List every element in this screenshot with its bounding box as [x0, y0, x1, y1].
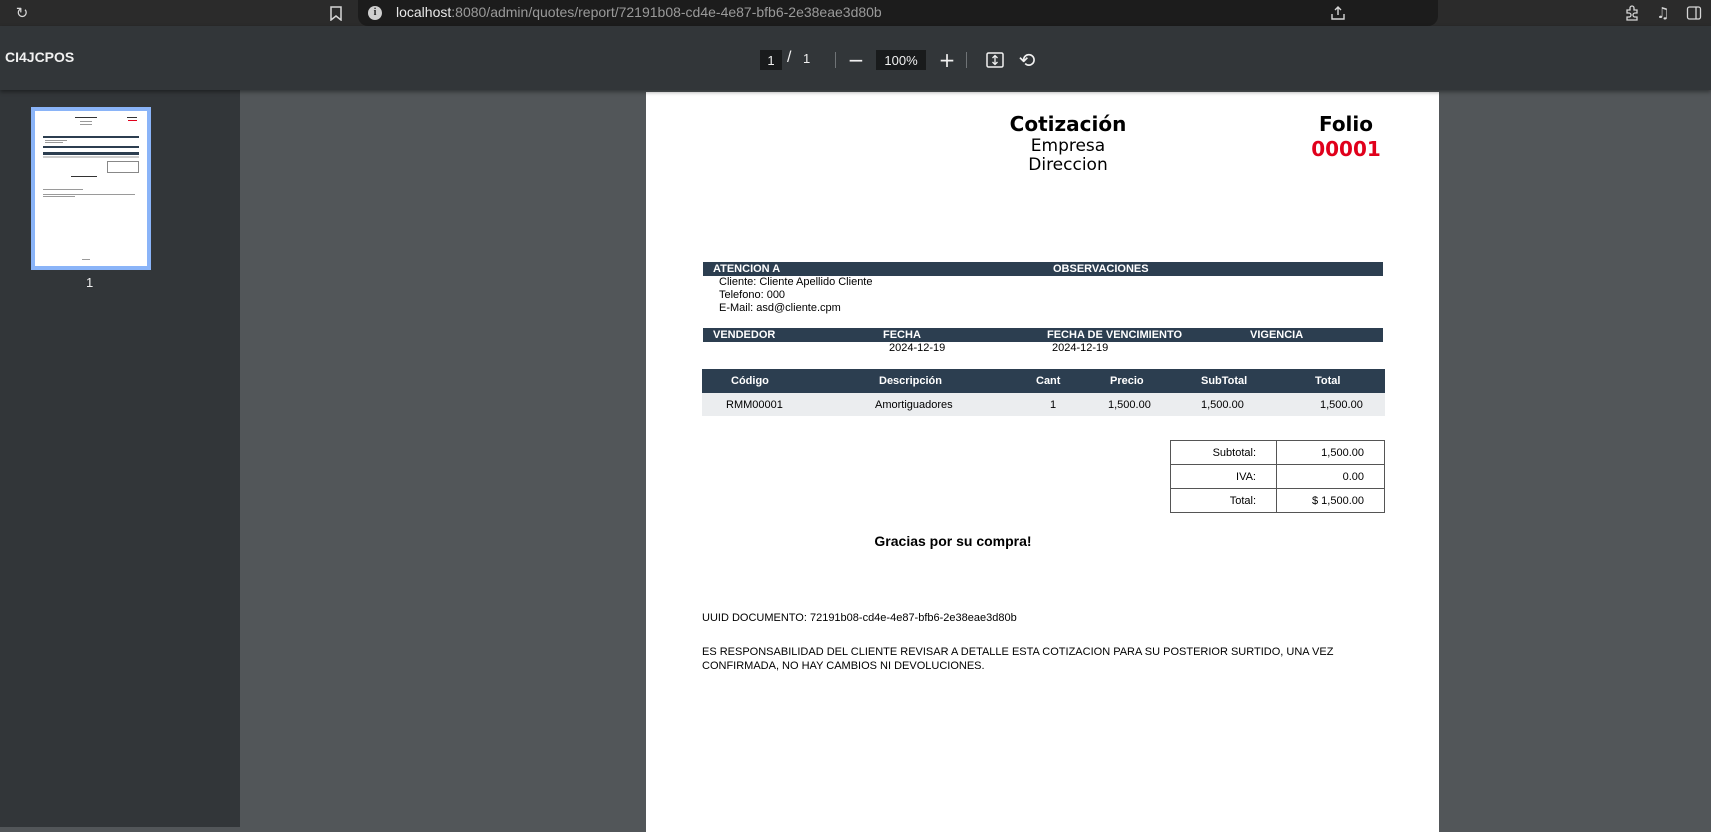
- col-header-total: Total: [1315, 375, 1341, 387]
- info-icon[interactable]: i: [368, 6, 382, 20]
- col-header-code: Código: [731, 375, 769, 387]
- pdf-page: [646, 92, 1439, 832]
- col-header-price: Precio: [1110, 375, 1144, 387]
- folio-label: Folio: [1318, 112, 1374, 136]
- thumbnail-page-label: 1: [86, 275, 94, 290]
- date-header: FECHA: [883, 329, 921, 341]
- total-label: Total:: [1171, 489, 1277, 513]
- browser-top-bar: [0, 0, 1711, 26]
- sidebar-icon[interactable]: [1684, 3, 1704, 23]
- thanks-message: Gracias por su compra!: [874, 533, 1032, 549]
- client-name: Cliente: Cliente Apellido Cliente: [719, 276, 873, 288]
- reload-icon[interactable]: ↻: [15, 4, 29, 22]
- folio-number: 00001: [1311, 137, 1381, 161]
- meta-header-bar: [703, 328, 1383, 342]
- company-name: Empresa: [1030, 136, 1106, 156]
- item-total: 1,500.00: [1320, 399, 1363, 411]
- item-code: RMM00001: [726, 399, 783, 411]
- zoom-in-button[interactable]: +: [938, 48, 956, 72]
- fit-page-button[interactable]: [982, 47, 1008, 73]
- iva-label: IVA:: [1171, 465, 1277, 489]
- table-row: [702, 393, 1385, 416]
- media-icon[interactable]: ♫: [1656, 4, 1670, 22]
- totals-table: [1170, 440, 1385, 513]
- extensions-icon[interactable]: [1622, 3, 1642, 23]
- toolbar-divider: [966, 52, 967, 68]
- zoom-out-button[interactable]: −: [847, 48, 865, 72]
- validity-header: VIGENCIA: [1250, 329, 1304, 341]
- attention-header-bar: [703, 262, 1383, 276]
- url-text[interactable]: localhost:8080/admin/quotes/report/72191b08-cd4e-4e87-bfb6-2e38eae3d80b: [396, 4, 882, 20]
- page-number-input[interactable]: [760, 50, 782, 70]
- item-qty: 1: [1050, 399, 1057, 411]
- iva-value: 0.00: [1342, 471, 1364, 483]
- address-bar[interactable]: [358, 0, 1438, 26]
- subtotal-row: [1171, 441, 1384, 465]
- seller-header: VENDEDOR: [713, 329, 776, 341]
- thumbnail-preview: [35, 111, 147, 266]
- page-thumbnail[interactable]: [31, 107, 151, 270]
- quote-due-date: 2024-12-19: [1052, 342, 1109, 354]
- document-title: CI4JCPOS: [5, 49, 75, 65]
- company-address: Direccion: [1028, 155, 1108, 175]
- client-phone: Telefono: 000: [719, 289, 786, 301]
- col-header-qty: Cant: [1036, 375, 1061, 387]
- document-heading: Cotización: [1009, 112, 1127, 136]
- disclaimer-text: ES RESPONSABILIDAD DEL CLIENTE REVISAR A DETALLE ESTA COTIZACION PARA SU POSTERIOR SURTIDO, UNA VEZ CONFIRMADA, NO HAY CAMBIOS NI DEVOLUCIONES.: [702, 646, 1334, 672]
- observations-header: OBSERVACIONES: [1053, 263, 1149, 275]
- share-icon[interactable]: [1328, 3, 1348, 23]
- subtotal-value: 1,500.00: [1321, 447, 1364, 459]
- pdf-toolbar: [0, 26, 1711, 90]
- client-email: E-Mail: asd@cliente.cpm: [719, 302, 841, 314]
- subtotal-label: Subtotal:: [1171, 441, 1277, 465]
- col-header-subtotal: SubTotal: [1201, 375, 1248, 387]
- attention-header: ATENCION A: [713, 263, 781, 275]
- toolbar-divider: [835, 52, 836, 68]
- page-separator: /: [787, 49, 792, 66]
- page-total: 1: [803, 51, 811, 66]
- iva-row: [1171, 465, 1384, 489]
- thumbnail-sidebar: [0, 90, 240, 827]
- zoom-input[interactable]: [876, 50, 926, 70]
- rotate-icon[interactable]: ⟲: [1018, 48, 1036, 72]
- item-description: Amortiguadores: [875, 399, 953, 411]
- due-date-header: FECHA DE VENCIMIENTO: [1047, 329, 1183, 341]
- bookmark-icon[interactable]: [326, 3, 346, 23]
- total-row: [1171, 489, 1384, 513]
- quote-date: 2024-12-19: [889, 342, 946, 354]
- items-table-header: [702, 369, 1385, 393]
- document-uuid: UUID DOCUMENTO: 72191b08-cd4e-4e87-bfb6-2e38eae3d80b: [702, 612, 1017, 624]
- total-value: $ 1,500.00: [1312, 495, 1364, 507]
- col-header-description: Descripción: [879, 375, 942, 387]
- item-price: 1,500.00: [1108, 399, 1151, 411]
- item-subtotal: 1,500.00: [1201, 399, 1244, 411]
